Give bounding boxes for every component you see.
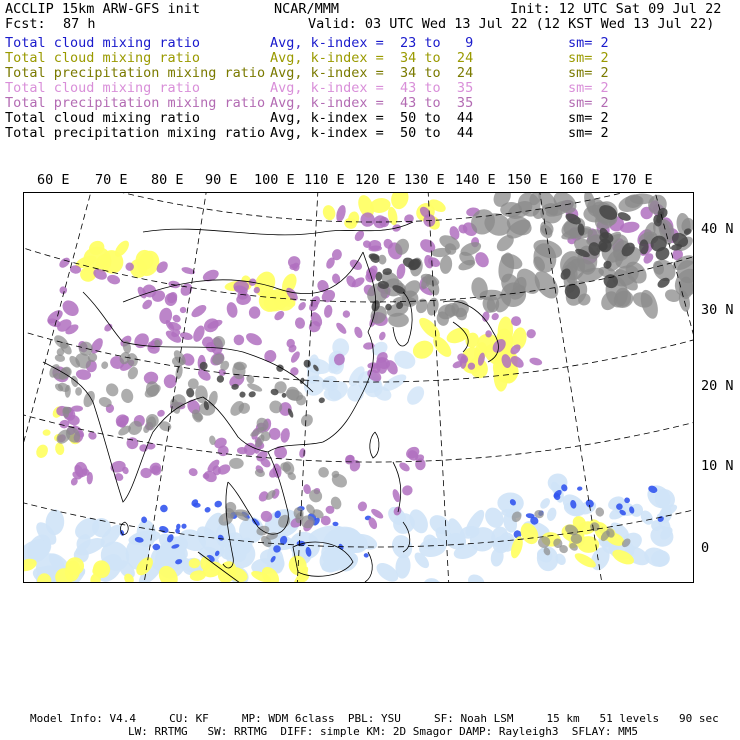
longitude-label: 140 E [455,172,496,188]
model-info-line2: LW: RRTMG SW: RRTMG DIFF: simple KM: 2D Smagor DAMP: Rayleigh3 SFLAY: MM5 [128,725,638,738]
legend-stat: Avg, k-index = 43 to 35 [270,80,474,96]
legend-field: Total precipitation mixing ratio [5,125,266,141]
legend-field: Total cloud mixing ratio [5,110,201,126]
legend-field: Total cloud mixing ratio [5,50,201,66]
latitude-label: 10 N [701,458,734,474]
center-name: NCAR/MMM [274,1,340,17]
legend-stat: Avg, k-index = 34 to 24 [270,65,474,81]
longitude-label: 170 E [612,172,653,188]
legend-smooth: sm= 2 [568,95,609,111]
legend-field: Total precipitation mixing ratio [5,95,266,111]
model-info-line1: Model Info: V4.4 CU: KF MP: WDM 6class PBL: YSU SF: Noah LSM 15 km 51 levels 90 sec [30,712,719,725]
forecast-map [23,192,694,583]
latitude-label: 0 [701,540,710,556]
legend-smooth: sm= 2 [568,80,609,96]
legend-smooth: sm= 2 [568,110,609,126]
longitude-label: 160 E [559,172,600,188]
longitude-label: 100 E [254,172,295,188]
legend-smooth: sm= 2 [568,65,609,81]
longitude-label: 80 E [151,172,184,188]
legend-field: Total cloud mixing ratio [5,80,201,96]
legend-stat: Avg, k-index = 50 to 44 [270,110,474,126]
model-title: ACCLIP 15km ARW-GFS init [5,1,201,17]
legend-stat: Avg, k-index = 23 to 9 [270,35,474,51]
longitude-label: 90 E [205,172,238,188]
latitude-label: 20 N [701,378,734,394]
longitude-label: 150 E [507,172,548,188]
longitude-label: 120 E [355,172,396,188]
latitude-label: 40 N [701,221,734,237]
init-time: Init: 12 UTC Sat 09 Jul 22 [510,1,722,17]
legend-field: Total precipitation mixing ratio [5,65,266,81]
longitude-label: 60 E [37,172,70,188]
forecast-hour: 87 h [63,16,96,32]
legend-smooth: sm= 2 [568,35,609,51]
legend-smooth: sm= 2 [568,125,609,141]
legend-smooth: sm= 2 [568,50,609,66]
legend-field: Total cloud mixing ratio [5,35,201,51]
longitude-label: 110 E [304,172,345,188]
legend-stat: Avg, k-index = 50 to 44 [270,125,474,141]
longitude-label: 130 E [404,172,445,188]
legend-stat: Avg, k-index = 43 to 35 [270,95,474,111]
legend-stat: Avg, k-index = 34 to 24 [270,50,474,66]
forecast-label: Fcst: [5,16,46,32]
cloud-mid-patch [136,250,154,270]
longitude-label: 70 E [95,172,128,188]
valid-time: Valid: 03 UTC Wed 13 Jul 22 (12 KST Wed 13 Jul 22) [308,16,715,32]
latitude-label: 30 N [701,302,734,318]
